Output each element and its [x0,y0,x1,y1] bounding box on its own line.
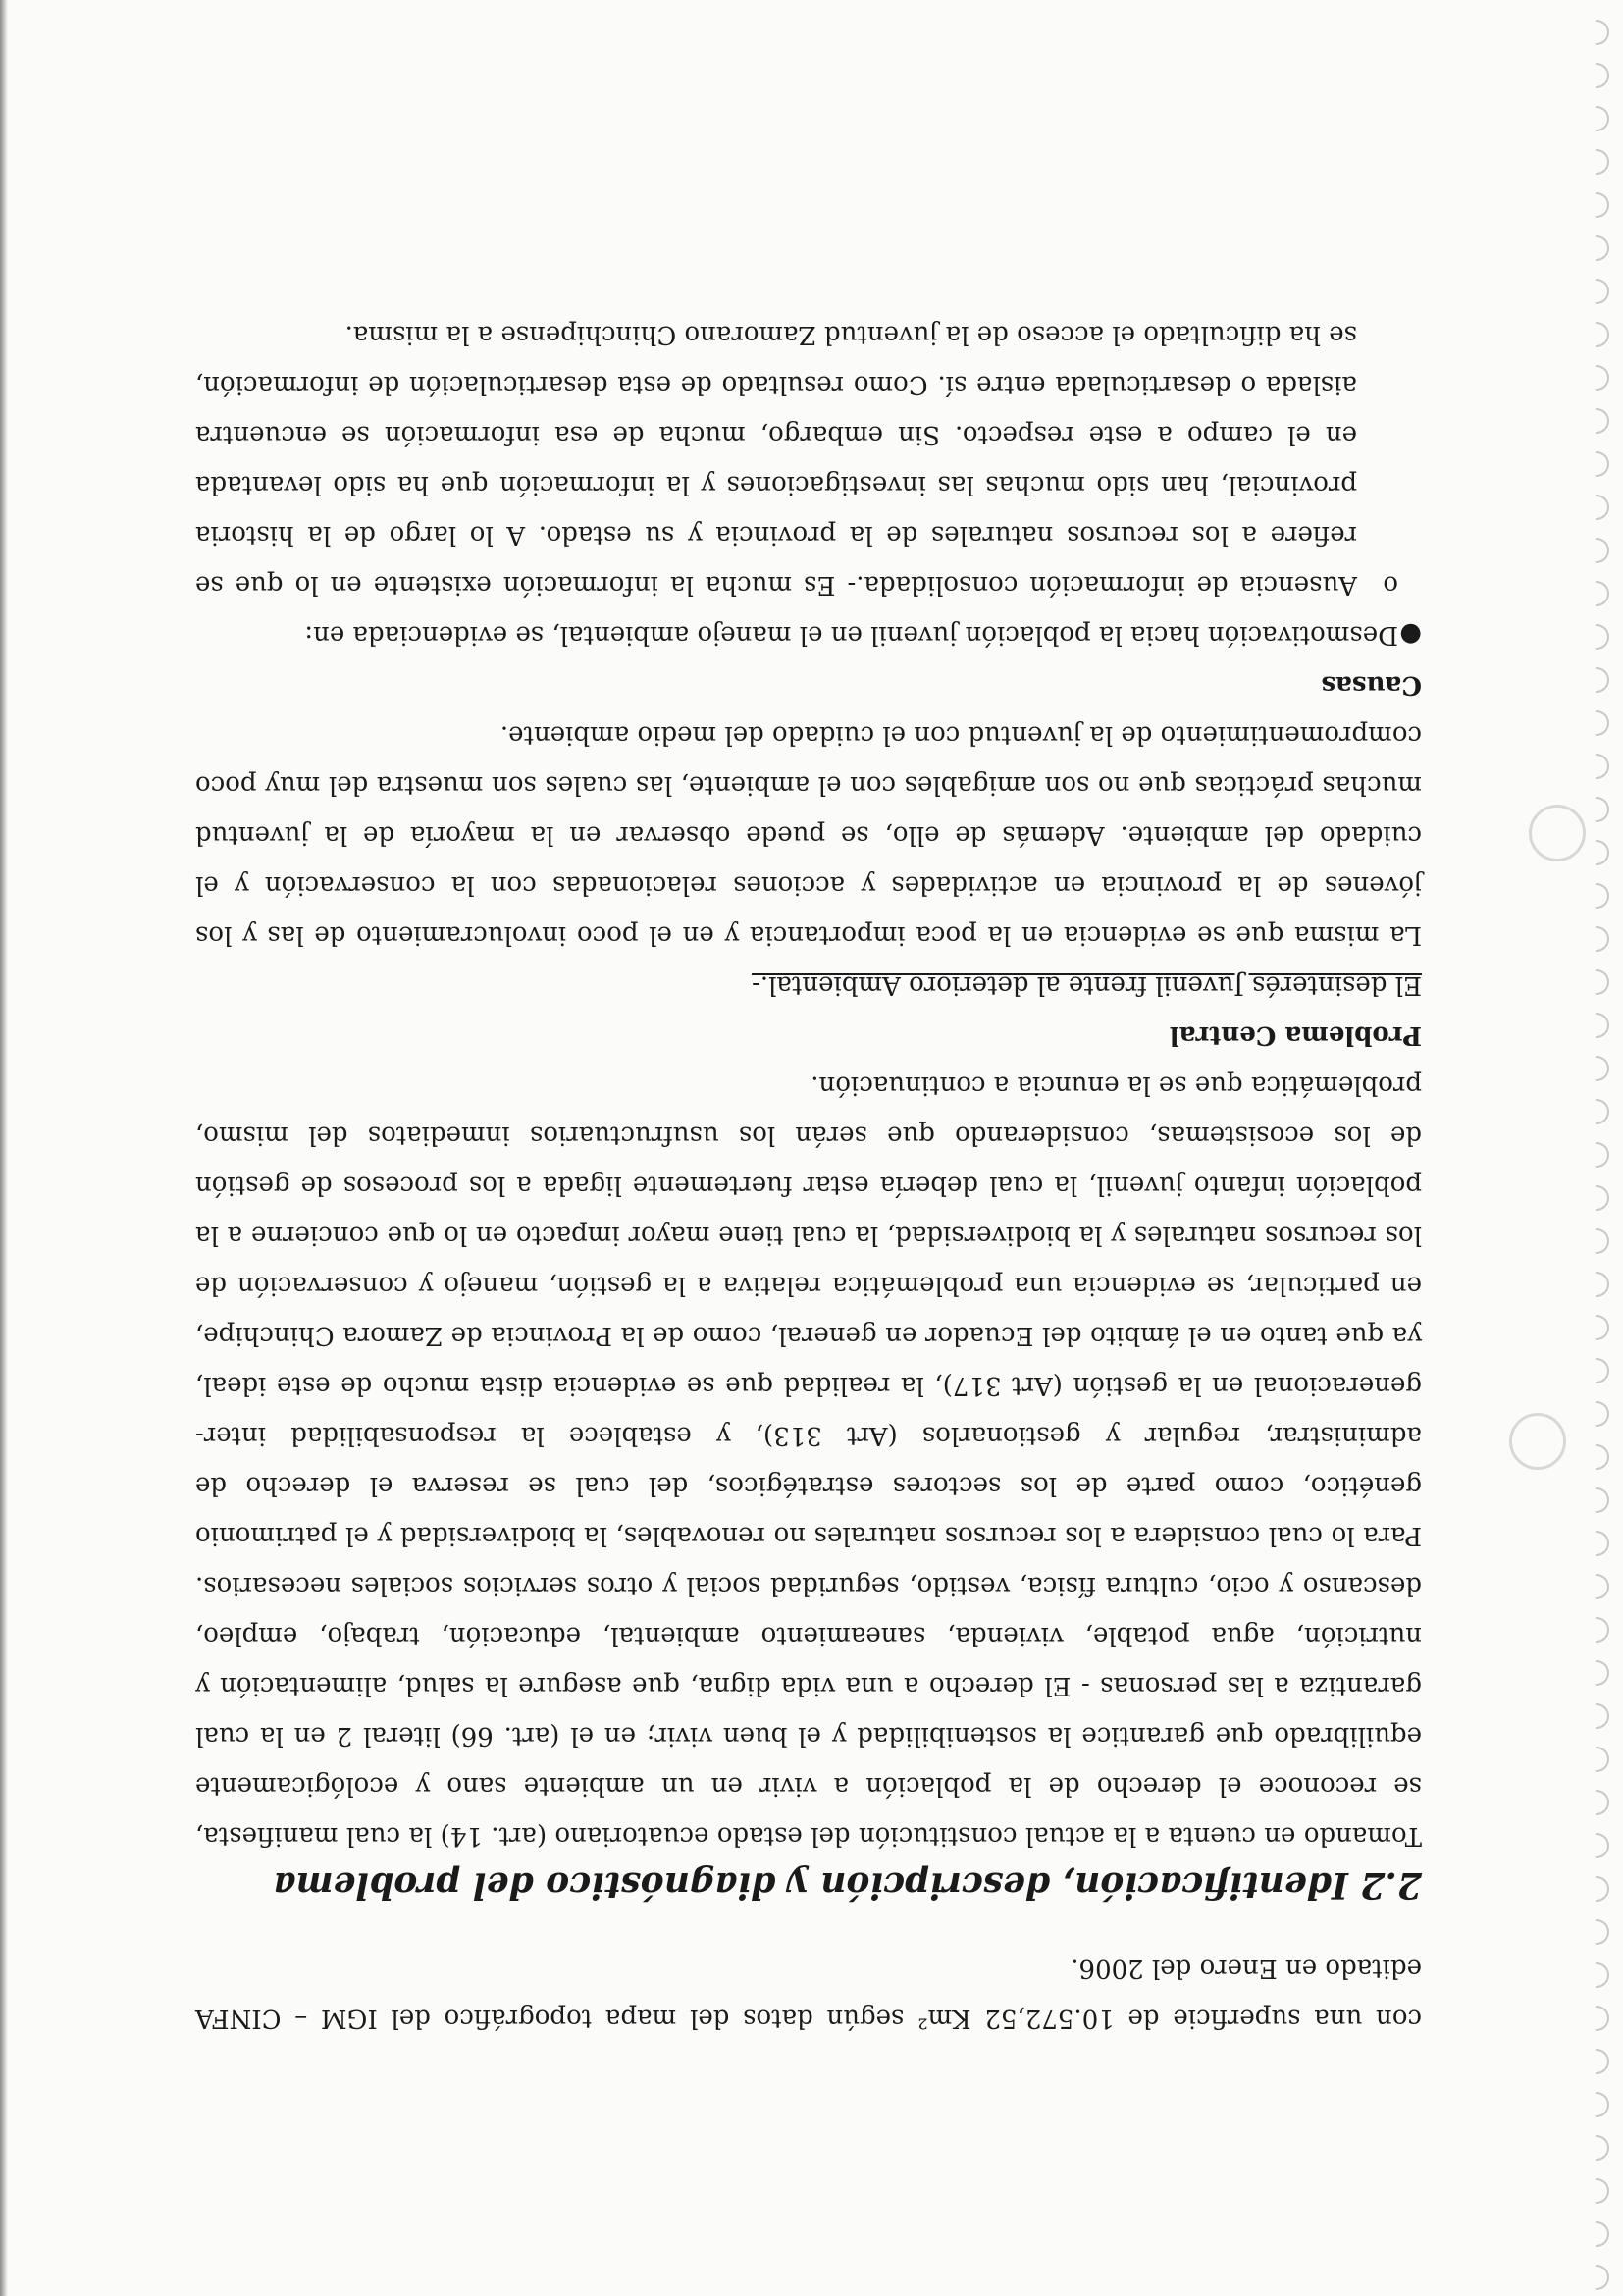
sub-bullet-circle-icon: o [1383,570,1398,600]
section-heading: 2.2 Identificación, descripción y diagnóstico del problema [273,1864,1422,1905]
bullet-dot-icon: ● [1399,620,1422,650]
paragraph-central-problem: La misma que se evidencia en la poca importancia y en el poco involucramiento de las y los jóvenes de la provincia en actividades y acciones relacionadas con la conservación y el cuidado del ambiente. Además de ello, se puede observar en la mayoría de la juventud muchas prácticas que no son amigables con el ambiente, las cuales son muestra del muy poco compromentimiento de la juventud con el cuidado del medio ambiente. [195,720,1422,950]
sub-bullet-item [195,309,1398,609]
central-problem-heading: Problema Central [1169,1020,1422,1050]
sub-bullet-text: Ausencia de información consolidada.- Es mucha la información existente en lo que se refiere a los recursos naturales de la provincia y su estado. A lo largo de la historia provincial, han sido muchas las investigaciones y la información que ha sido levantada en el campo a este respecto. Sin embargo, mucha de esa información se encuentra aislada o desarticulada entre sí. Como resultado de esta desarticulación de información, se ha dificultado el acceso de la juventud Zamorano Chinchipense a la misma. [195,320,1357,600]
intro-paragraph: con una superficie de 10.572,52 Km² según datos del mapa topográfico del IGM – CINFA editado en Enero del 2006. [195,1954,1422,2033]
paragraph-constitution: Tomando en cuenta a la actual constitución del estado ecuatoriano (art. 14) la cual manifiesta, se reconoce el derecho de la población a vivir en un ambiente sano y ecológicamente equilibrado que garantice la sostenibilidad y el buen vivir; en el (art. 66) literal 2 en la cual garantiza a las personas - El derecho a una vida digna, que asegure la salud, alimentación y nutrición, agua potable, vivienda, saneamiento ambiental, educación, trabajo, empleo, descanso y ocio, cultura física, vestido, seguridad social y otros servicios sociales necesarios. Para lo cual considera a los recursos naturales no renovables, la biodiversidad y el patrimonio genético, como parte de los sectores estratégicos, del cual se reserva el derecho de administrar, regular y gestionarlos (Art 313), y establece la responsabilidad inter-generacional en la gestión (Art 317), la realidad que se evidencia dista mucho de este ideal, ya que tanto en el ámbito del Ecuador en general, como de la Provincia de Zamora Chinchipe, en particular, se evidencia una problemática relativa a la gestión, manejo y conservación de los recursos naturales y la biodiversidad, la cual tiene mayor impacto en lo que concierne a la población infanto juvenil, la cual debería estar fuertemente ligada a los procesos de gestión de los ecosistemas, considerando que serán los usufructuarios inmediatos del mismo, problemática que se la enuncia a continuación. [195,1070,1422,1851]
bullet-text: Desmotivación hacia la población juvenil en el manejo ambiental, se evidenciada en: [304,620,1398,650]
document-body [195,309,1422,2043]
causes-heading: Causas [1321,670,1422,700]
bullet-item [195,609,1422,659]
central-problem-title: El desinterés Juvenil frente al deterioro Ambiental.- [752,970,1422,1000]
